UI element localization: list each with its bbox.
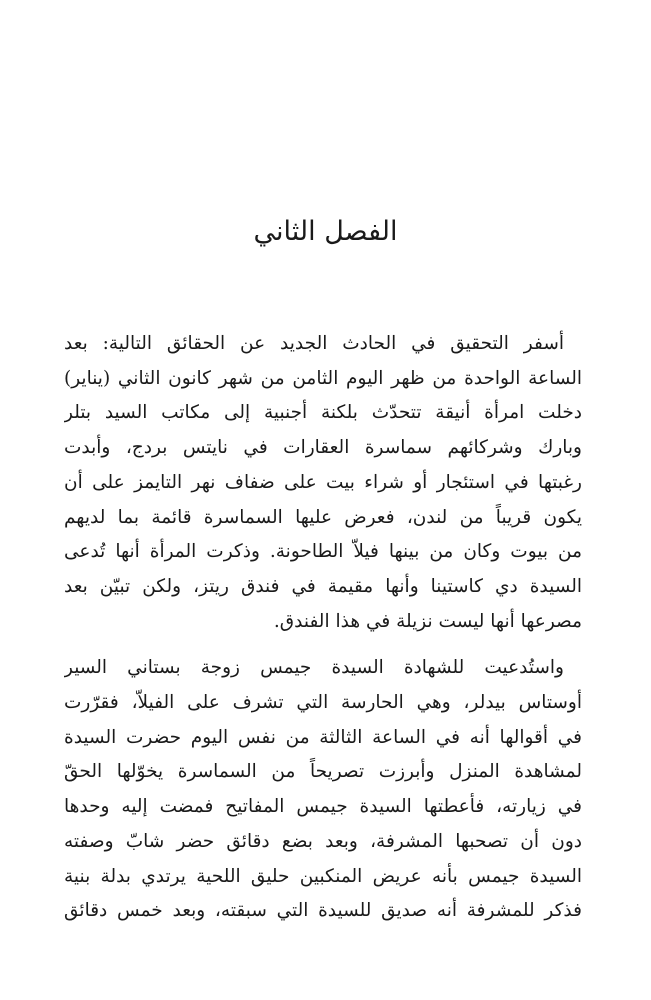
paragraph-line: في أقوالها أنه في الساعة الثالثة من نفس اليوم حضرت السيدة xyxy=(64,726,582,748)
paragraph-2 xyxy=(64,651,582,929)
paragraph-line: السيدة جيمس بأنه عريض المنكبين حليق اللحية يرتدي بدلة بنية xyxy=(64,865,582,887)
paragraph-line: مصرعها أنها ليست نزيلة في هذا الفندق. xyxy=(273,610,582,632)
paragraph-line: دخلت امرأة أنيقة تتحدّث بلكنة أجنبية إلى مكاتب السيد بتلر xyxy=(64,402,582,424)
paragraph-line: واستُدعيت للشهادة السيدة جيمس زوجة بستاني السير xyxy=(64,657,564,679)
body-text xyxy=(64,327,582,929)
paragraph-line: فذكر للمشرفة أنه صديق للسيدة التي سبقته، وبعد خمس دقائق xyxy=(64,900,582,922)
paragraph-line: أوستاس بيدلر، وهي الحارسة التي تشرف على الفيلاّ، فقرّرت xyxy=(64,692,582,714)
paragraph-line: دون أن تصحبها المشرفة، وبعد بضع دقائق حضر شابّ وصفته xyxy=(64,830,582,852)
paragraph-1 xyxy=(64,327,582,639)
paragraph-line: وبارك وشركائهم سماسرة العقارات في نايتس بردج، وأبدت xyxy=(64,437,582,459)
paragraph-line: في زيارته، فأعطتها السيدة جيمس المفاتيح فمضت إليه وحدها xyxy=(64,796,582,818)
paragraph-line: من بيوت وكان من بينها فيلاّ الطاحونة. وذكرت المرأة أنها تُدعى xyxy=(64,541,582,563)
paragraph-line: لمشاهدة المنزل وأبرزت تصريحاً من السماسرة يخوّلها الحقّ xyxy=(64,761,582,783)
paragraph-line: أسفر التحقيق في الحادث الجديد عن الحقائق التالية: بعد xyxy=(64,333,564,354)
paragraph-line: السيدة دي كاستينا وأنها مقيمة في فندق ريتز، ولكن تبيّن بعد xyxy=(64,575,582,597)
paragraph-line: يكون قريباً من لندن، فعرض عليها السماسرة قائمة بما لديهم xyxy=(64,506,582,528)
paragraph-line: الساعة الواحدة من ظهر اليوم الثامن من شهر كانون الثاني (يناير) xyxy=(64,367,582,389)
paragraph-line: رغبتها في استئجار أو شراء بيت على ضفاف نهر التايمز على أن xyxy=(64,471,582,493)
chapter-title: الفصل الثاني xyxy=(253,216,398,247)
